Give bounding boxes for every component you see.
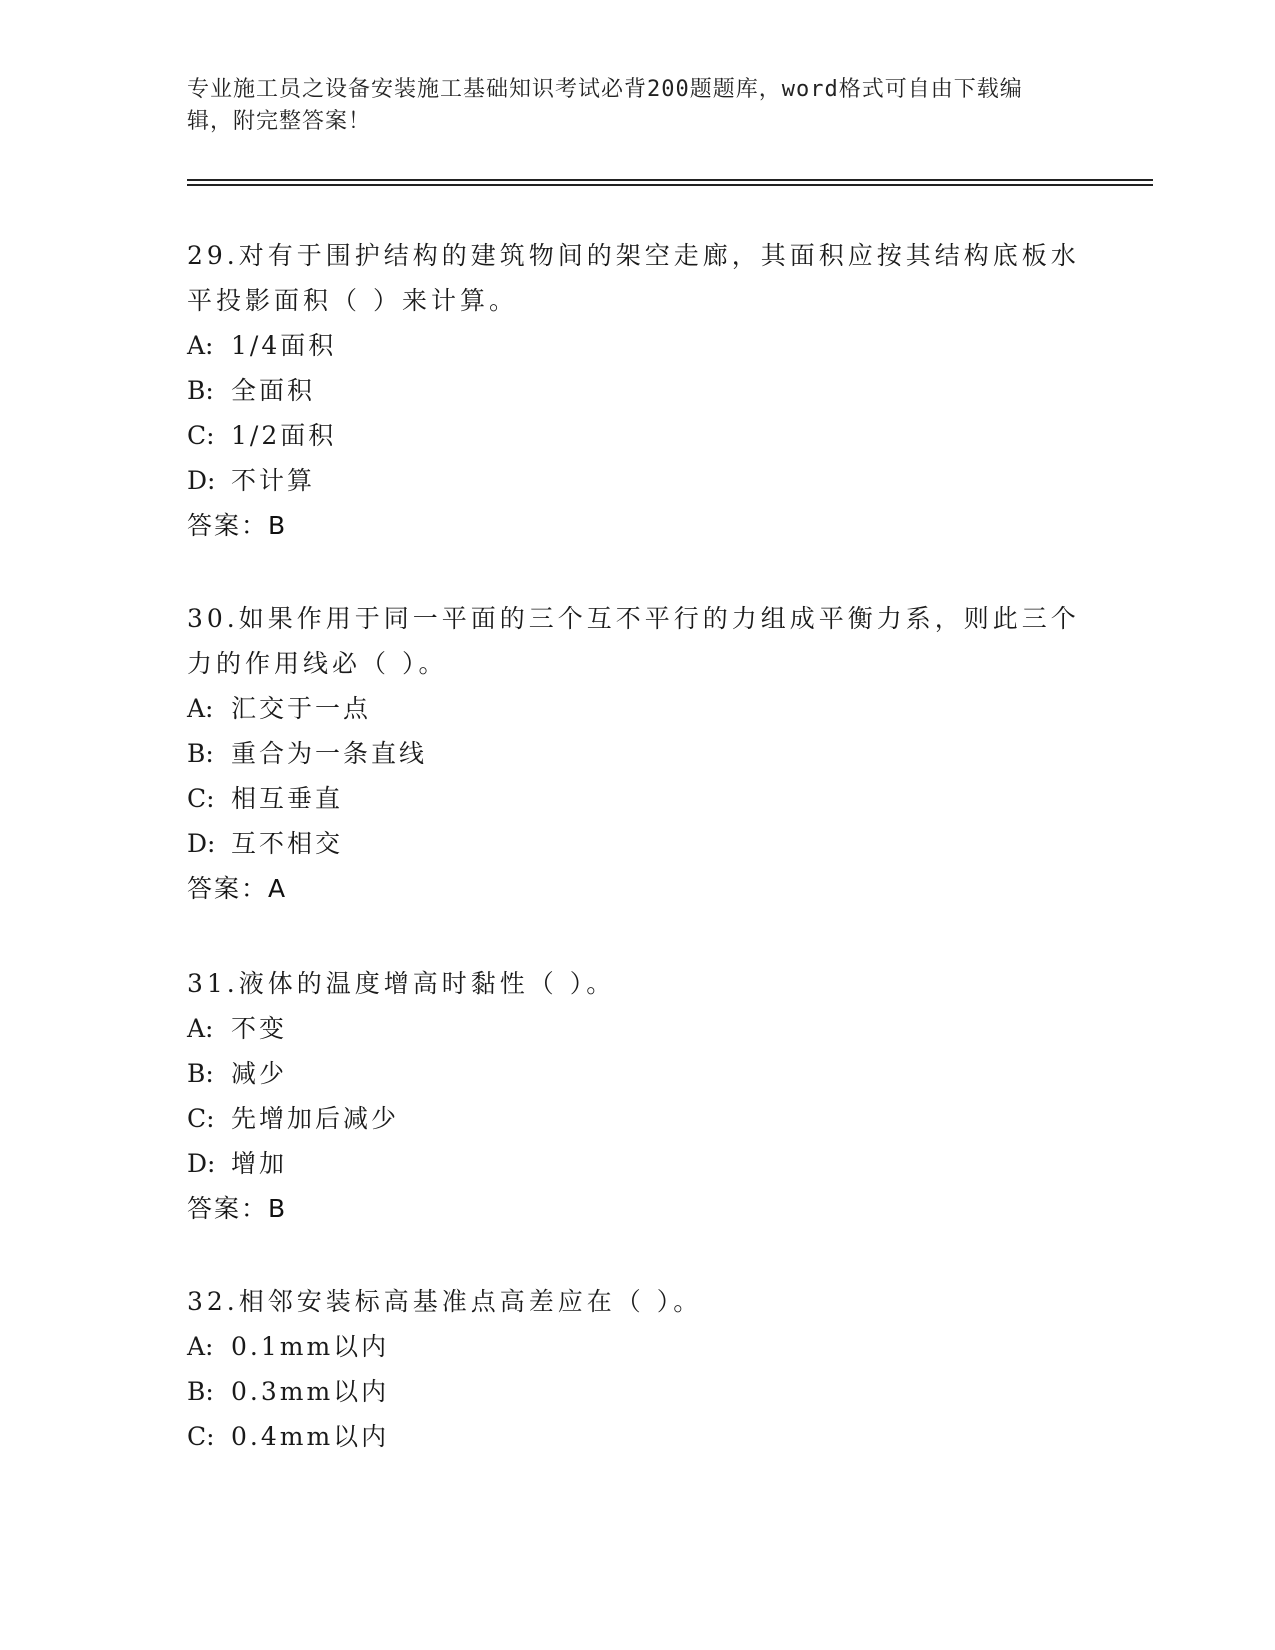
option-letter: B:	[187, 739, 214, 768]
option-text: 1/2面积	[231, 421, 337, 450]
answer-line: 答案：A	[187, 874, 288, 903]
option-text: 0.3mm以内	[231, 1377, 390, 1406]
option-a	[187, 686, 1087, 731]
option-letter: C:	[187, 1422, 215, 1451]
option-letter: B:	[187, 1059, 214, 1088]
question-stem: 29.对有于围护结构的建筑物间的架空走廊，其面积应按其结构底板水平投影面积（ ）来计算。	[187, 241, 1080, 315]
option-b	[187, 368, 1087, 413]
option-text: 相互垂直	[231, 784, 344, 813]
option-text: 全面积	[231, 376, 316, 405]
option-d	[187, 821, 1087, 866]
option-b	[187, 731, 1087, 776]
option-text: 重合为一条直线	[231, 739, 428, 768]
question-stem: 31.液体的温度增高时黏性（ ）。	[187, 969, 616, 998]
option-text: 0.4mm以内	[231, 1422, 390, 1451]
option-letter: C:	[187, 784, 215, 813]
header-divider-top	[187, 179, 1153, 181]
question-block	[187, 233, 1087, 548]
option-a	[187, 323, 1087, 368]
option-letter: D:	[187, 1149, 216, 1178]
document-header-title: 专业施工员之设备安装施工基础知识考试必背200题题库，word格式可自由下载编辑，附完整答案！	[187, 77, 1023, 134]
question-stem: 30.如果作用于同一平面的三个互不平行的力组成平衡力系，则此三个力的作用线必（ ）。	[187, 604, 1080, 678]
option-text: 汇交于一点	[231, 694, 372, 723]
header-divider-bottom	[187, 184, 1153, 186]
option-a	[187, 1006, 1087, 1051]
option-text: 不变	[231, 1014, 288, 1043]
option-letter: A:	[187, 1014, 214, 1043]
option-text: 互不相交	[231, 829, 344, 858]
option-letter: A:	[187, 331, 214, 360]
option-c	[187, 1414, 1087, 1459]
option-letter: A:	[187, 1332, 214, 1361]
option-c	[187, 1096, 1087, 1141]
option-letter: C:	[187, 1104, 215, 1133]
option-text: 先增加后减少	[231, 1104, 400, 1133]
option-letter: D:	[187, 466, 216, 495]
option-d	[187, 458, 1087, 503]
option-text: 0.1mm以内	[231, 1332, 390, 1361]
option-text: 增加	[231, 1149, 288, 1178]
option-letter: C:	[187, 421, 215, 450]
option-b	[187, 1051, 1087, 1096]
option-a	[187, 1324, 1087, 1369]
option-text: 不计算	[231, 466, 316, 495]
question-stem: 32.相邻安装标高基准点高差应在（ ）。	[187, 1287, 703, 1316]
option-c	[187, 776, 1087, 821]
option-letter: A:	[187, 694, 214, 723]
option-text: 减少	[231, 1059, 288, 1088]
option-letter: D:	[187, 829, 216, 858]
question-block	[187, 1279, 1087, 1459]
question-block	[187, 961, 1087, 1231]
option-b	[187, 1369, 1087, 1414]
option-letter: B:	[187, 376, 214, 405]
option-d	[187, 1141, 1087, 1186]
answer-line: 答案：B	[187, 1194, 288, 1223]
option-text: 1/4面积	[231, 331, 337, 360]
option-letter: B:	[187, 1377, 214, 1406]
question-block	[187, 596, 1087, 911]
answer-line: 答案：B	[187, 511, 288, 540]
option-c	[187, 413, 1087, 458]
